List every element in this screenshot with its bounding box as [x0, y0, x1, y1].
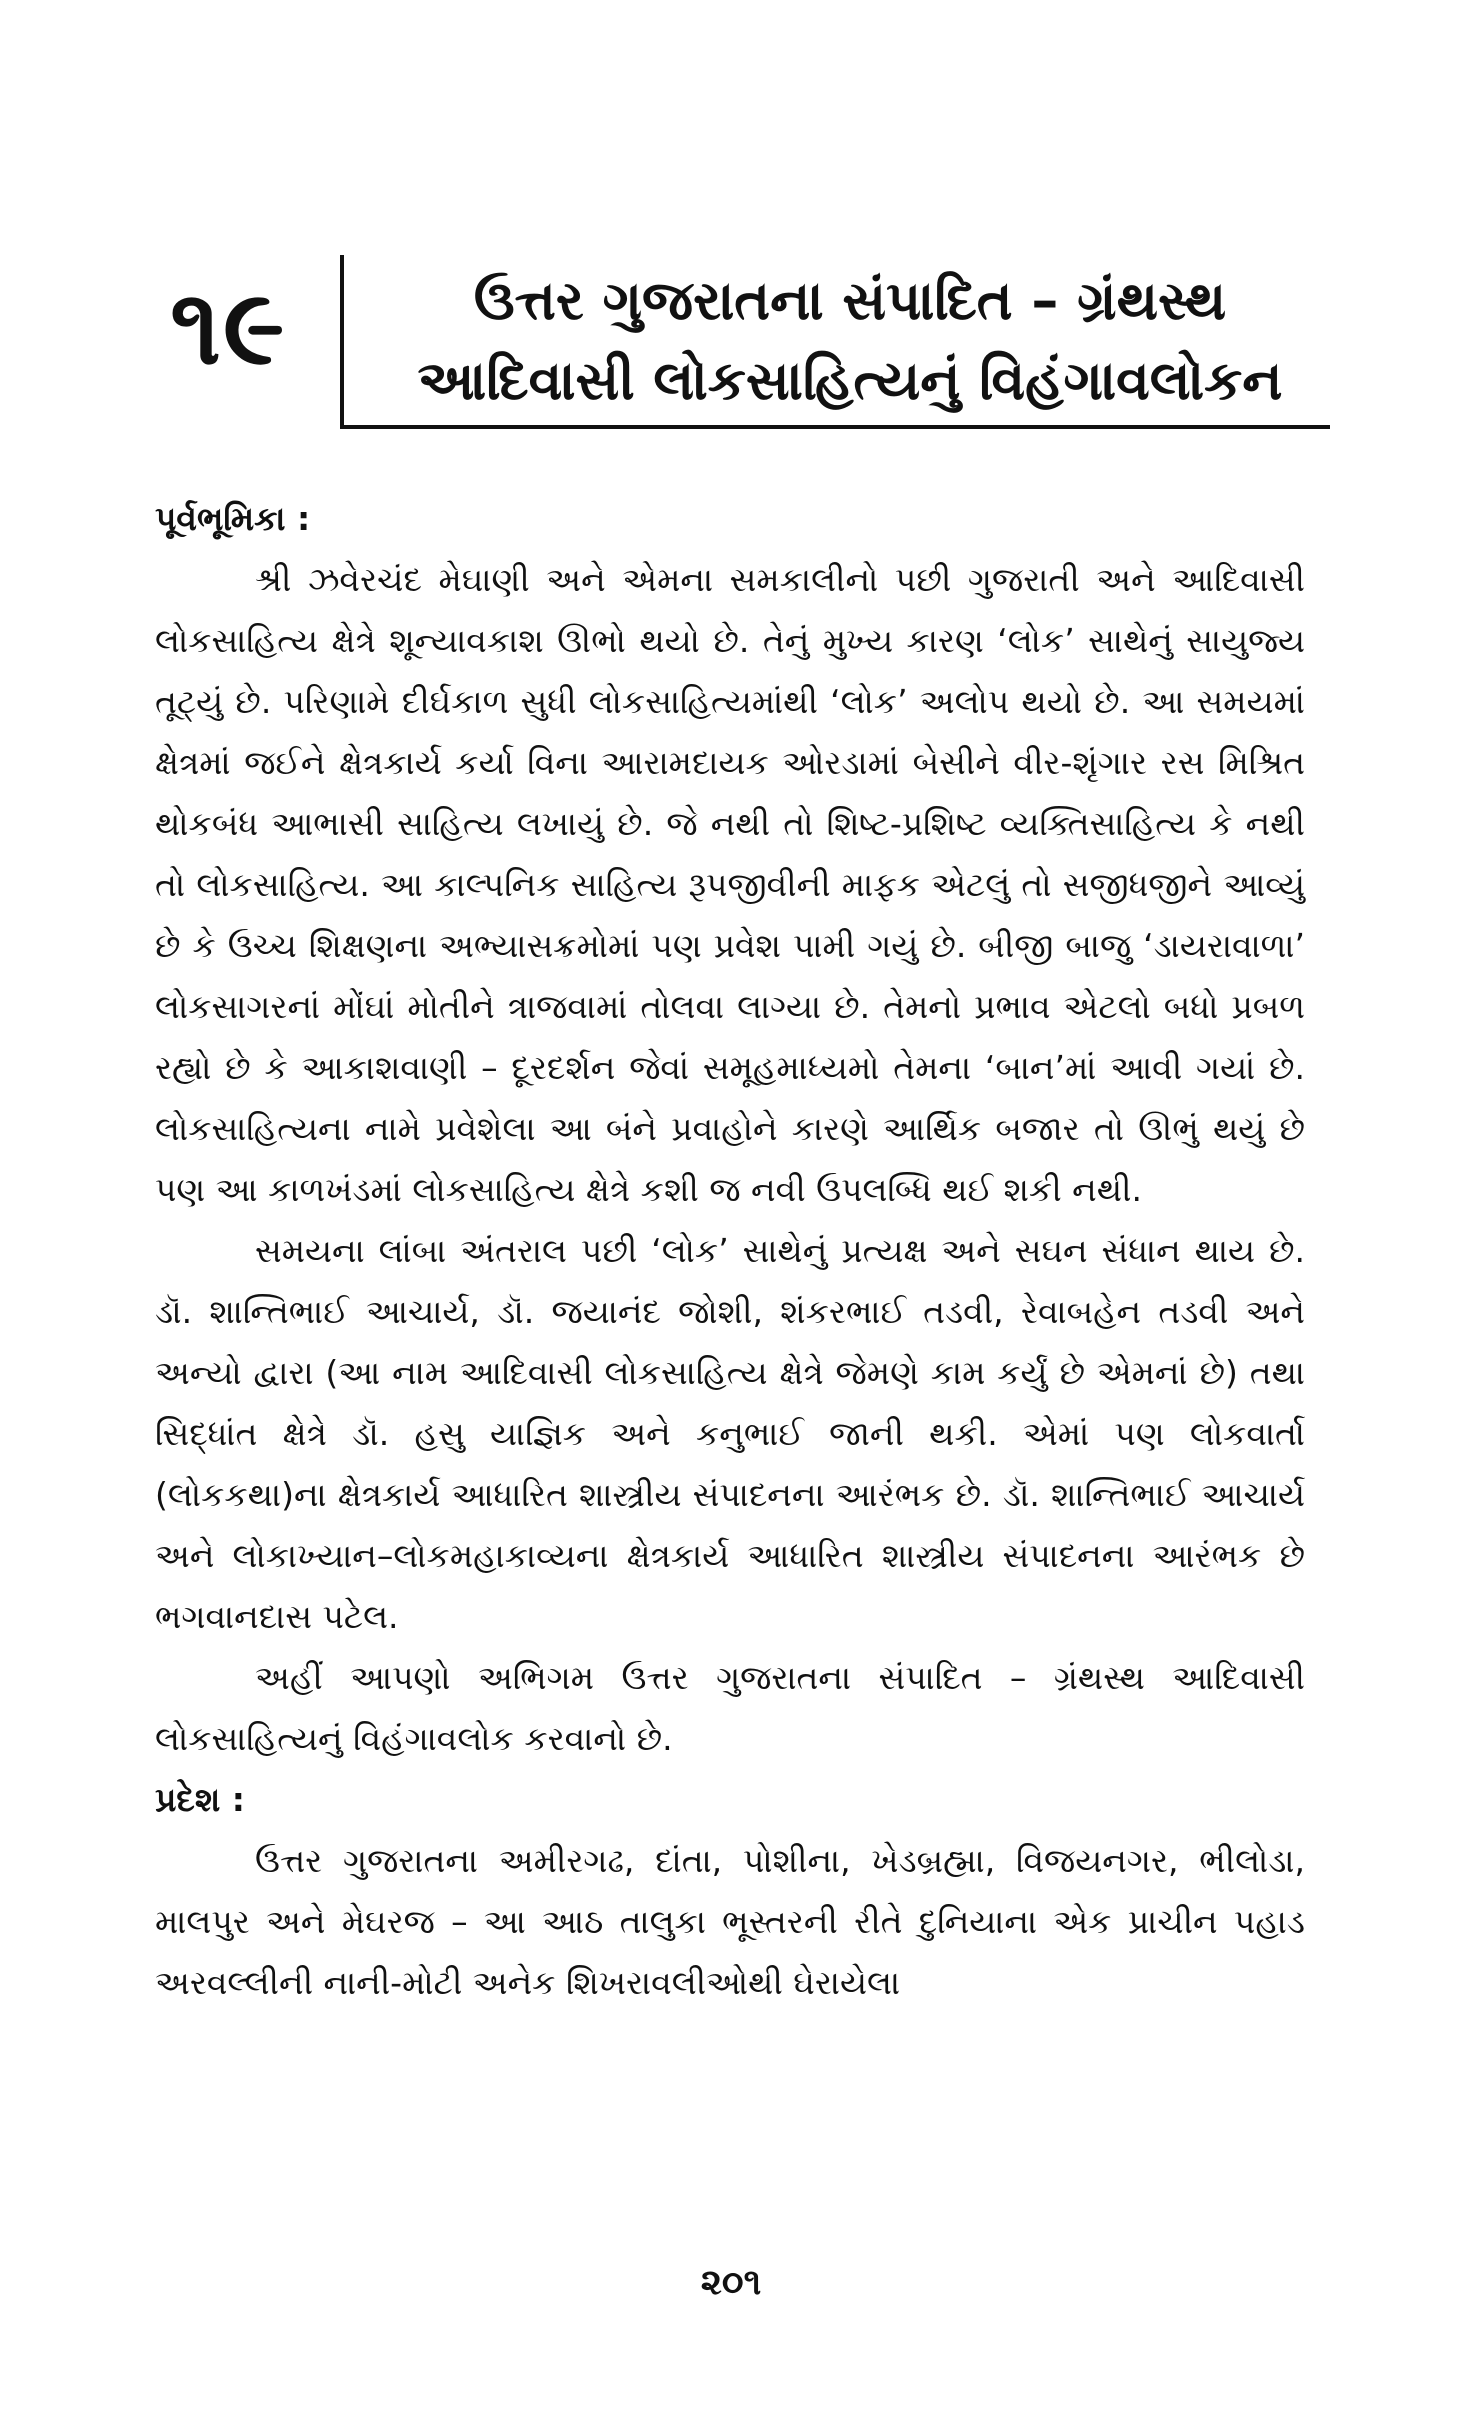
chapter-number: ૧૯ — [170, 266, 287, 388]
chapter-title — [370, 261, 1330, 421]
chapter-divider — [340, 255, 344, 425]
section-heading-region: પ્રદેશ : — [155, 1780, 245, 1819]
page-number: ૨૦૧ — [700, 2262, 762, 2303]
paragraph-3: અહીં આપણો અભિગમ ઉત્તર ગુજરાતના સંપાદિત – ગ્રંથસ્થ આદિવાસી લોકસાહિત્યનું વિહંગાવલોક કરવાનો છે. — [155, 1658, 1305, 1758]
chapter-header — [170, 255, 1330, 445]
paragraph-1: શ્રી ઝવેરચંદ મેઘાણી અને એમના સમકાલીનો પછી ગુજરાતી અને આદિવાસી લોકસાહિત્ય ક્ષેત્રે શૂન્યાવકાશ ઊભો થયો છે. તેનું મુખ્ય કારણ ‘લોક’ સાથેનું સાયુજ્ય તૂટ્યું છે. પરિણામે દીર્ઘકાળ સુધી લોકસાહિત્યમાંથી ‘લોક’ અલોપ થયો છે. આ સમયમાં ક્ષેત્રમાં જઈને ક્ષેત્રકાર્ય કર્યા વિના આરામદાયક ઓરડામાં બેસીને વીર-શૃંગાર રસ મિશ્રિત થોકબંધ આભાસી સાહિત્ય લખાયું છે. જે નથી તો શિષ્ટ-પ્રશિષ્ટ વ્યક્તિસાહિત્ય કે નથી તો લોકસાહિત્ય. આ કાલ્પનિક સાહિત્ય રૂપજીવીની માફક એટલું તો સજીધજીને આવ્યું છે કે ઉચ્ચ શિક્ષણના અભ્યાસક્રમોમાં પણ પ્રવેશ પામી ગયું છે. બીજી બાજુ ‘ડાયરાવાળા’ લોકસાગરનાં મોંઘાં મોતીને ત્રાજવામાં તોલવા લાગ્યા છે. તેમનો પ્રભાવ એટલો બધો પ્રબળ રહ્યો છે કે આકાશવાણી – દૂરદર્શન જેવાં સમૂહમાધ્યમો તેમના ‘બાન’માં આવી ગયાં છે. લોકસાહિત્યના નામે પ્રવેશેલા આ બંને પ્રવાહોને કારણે આર્થિક બજાર તો ઊભું થયું છે પણ આ કાળખંડમાં લોકસાહિત્ય ક્ષેત્રે કશી જ નવી ઉપલબ્ધિ થઈ શકી નથી. — [155, 560, 1305, 1209]
chapter-title-line-2: આદિવાસી લોકસાહિત્યનું વિહંગાવલોકન — [417, 349, 1283, 412]
body-text — [155, 488, 1305, 2013]
paragraph-4: ઉત્તર ગુજરાતના અમીરગઢ, દાંતા, પોશીના, ખેડબ્રહ્મા, વિજયનગર, ભીલોડા, માલપુર અને મેઘરજ – આ આઠ તાલુકા ભૂસ્તરની રીતે દુનિયાના એક પ્રાચીન પહાડ અરવલ્લીની નાની-મોટી અનેક શિખરાવલીઓથી ઘેરાયેલા — [155, 1841, 1305, 2002]
section-heading-background: પૂર્વભૂમિકા : — [155, 499, 311, 538]
paragraph-2: સમયના લાંબા અંતરાલ પછી ‘લોક’ સાથેનું પ્રત્યક્ષ અને સઘન સંધાન થાય છે. ડૉ. શાન્તિભાઈ આચાર્ય, ડૉ. જયાનંદ જોશી, શંકરભાઈ તડવી, રેવાબહેન તડવી અને અન્યો દ્વારા (આ નામ આદિવાસી લોકસાહિત્ય ક્ષેત્રે જેમણે કામ કર્યું છે એમનાં છે) તથા સિદ્ધાંત ક્ષેત્રે ડૉ. હસુ યાજ્ઞિક અને કનુભાઈ જાની થકી. એમાં પણ લોકવાર્તા (લોકકથા)ના ક્ષેત્રકાર્ય આધારિત શાસ્ત્રીય સંપાદનના આરંભક છે. ડૉ. શાન્તિભાઈ આચાર્ય અને લોકાખ્યાન–લોકમહાકાવ્યના ક્ષેત્રકાર્ય આધારિત શાસ્ત્રીય સંપાદનના આરંભક છે ભગવાનદાસ પટેલ. — [155, 1231, 1305, 1636]
chapter-title-line-1: ઉત્તર ગુજરાતના સંપાદિત – ગ્રંથસ્થ — [473, 269, 1227, 332]
chapter-title-underline — [340, 425, 1330, 429]
